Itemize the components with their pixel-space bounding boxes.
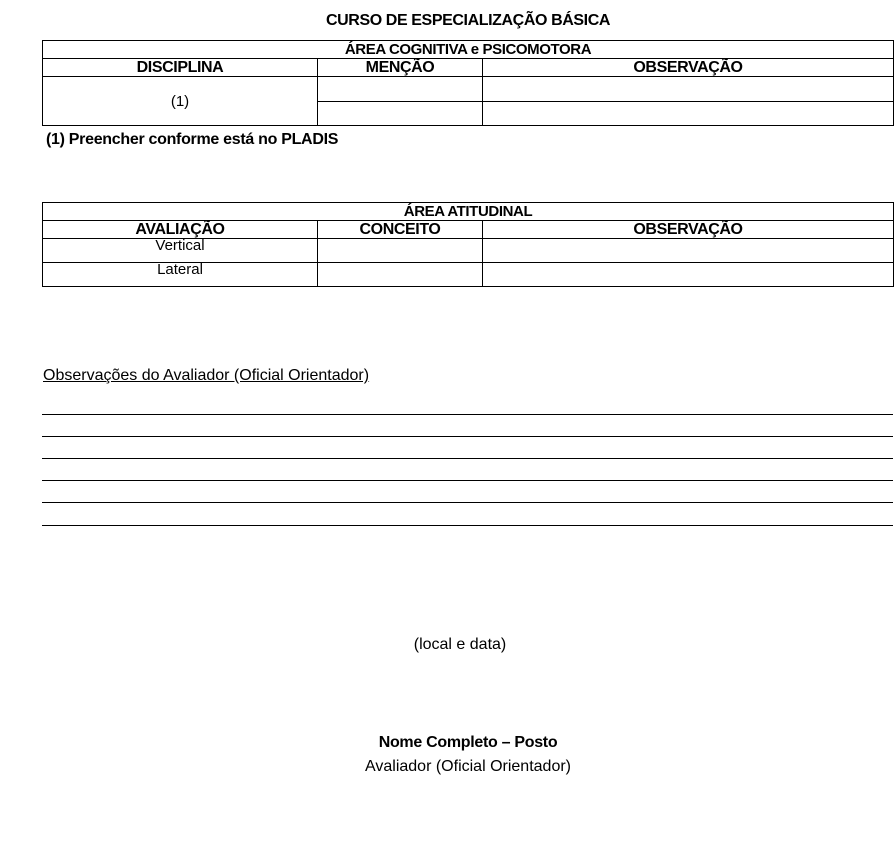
observacao-cell-2[interactable] bbox=[483, 102, 894, 126]
observations-label: Observações do Avaliador (Oficial Orientador) bbox=[43, 367, 370, 384]
attitudinal-section-header: ÁREA ATITUDINAL bbox=[43, 203, 894, 221]
observation-line-5[interactable] bbox=[42, 502, 893, 503]
mencao-cell-2[interactable] bbox=[318, 102, 483, 126]
course-title: CURSO DE ESPECIALIZAÇÃO BÁSICA bbox=[325, 12, 611, 29]
conceito-cell-lateral[interactable] bbox=[318, 263, 483, 287]
attitudinal-area-table bbox=[42, 202, 894, 287]
observacao-cell-1[interactable] bbox=[483, 77, 894, 102]
footnote: (1) Preencher conforme está no PLADIS bbox=[46, 131, 339, 148]
mencao-cell-1[interactable] bbox=[318, 77, 483, 102]
observation-line-6[interactable] bbox=[42, 525, 893, 526]
observation-line-4[interactable] bbox=[42, 480, 893, 481]
observation-line-2[interactable] bbox=[42, 436, 893, 437]
signature-name: Nome Completo – Posto bbox=[378, 734, 558, 751]
cognitive-section-header: ÁREA COGNITIVA e PSICOMOTORA bbox=[43, 41, 894, 59]
evaluation-lateral: Lateral bbox=[43, 263, 318, 287]
observacao-cell-vertical[interactable] bbox=[483, 239, 894, 263]
place-and-date: (local e data) bbox=[413, 636, 507, 653]
observacao-cell-lateral[interactable] bbox=[483, 263, 894, 287]
header-avaliacao: AVALIAÇÃO bbox=[43, 221, 318, 239]
header-mencao: MENÇÃO bbox=[318, 59, 483, 77]
observation-line-3[interactable] bbox=[42, 458, 893, 459]
header-disciplina: DISCIPLINA bbox=[43, 59, 318, 77]
discipline-cell: (1) bbox=[43, 77, 318, 126]
header-observacao: OBSERVAÇÃO bbox=[483, 59, 894, 77]
observation-line-1[interactable] bbox=[42, 414, 893, 415]
conceito-cell-vertical[interactable] bbox=[318, 239, 483, 263]
header-observacao: OBSERVAÇÃO bbox=[483, 221, 894, 239]
signature-role: Avaliador (Oficial Orientador) bbox=[364, 758, 571, 775]
evaluation-vertical: Vertical bbox=[43, 239, 318, 263]
header-conceito: CONCEITO bbox=[318, 221, 483, 239]
cognitive-area-table bbox=[42, 40, 894, 126]
